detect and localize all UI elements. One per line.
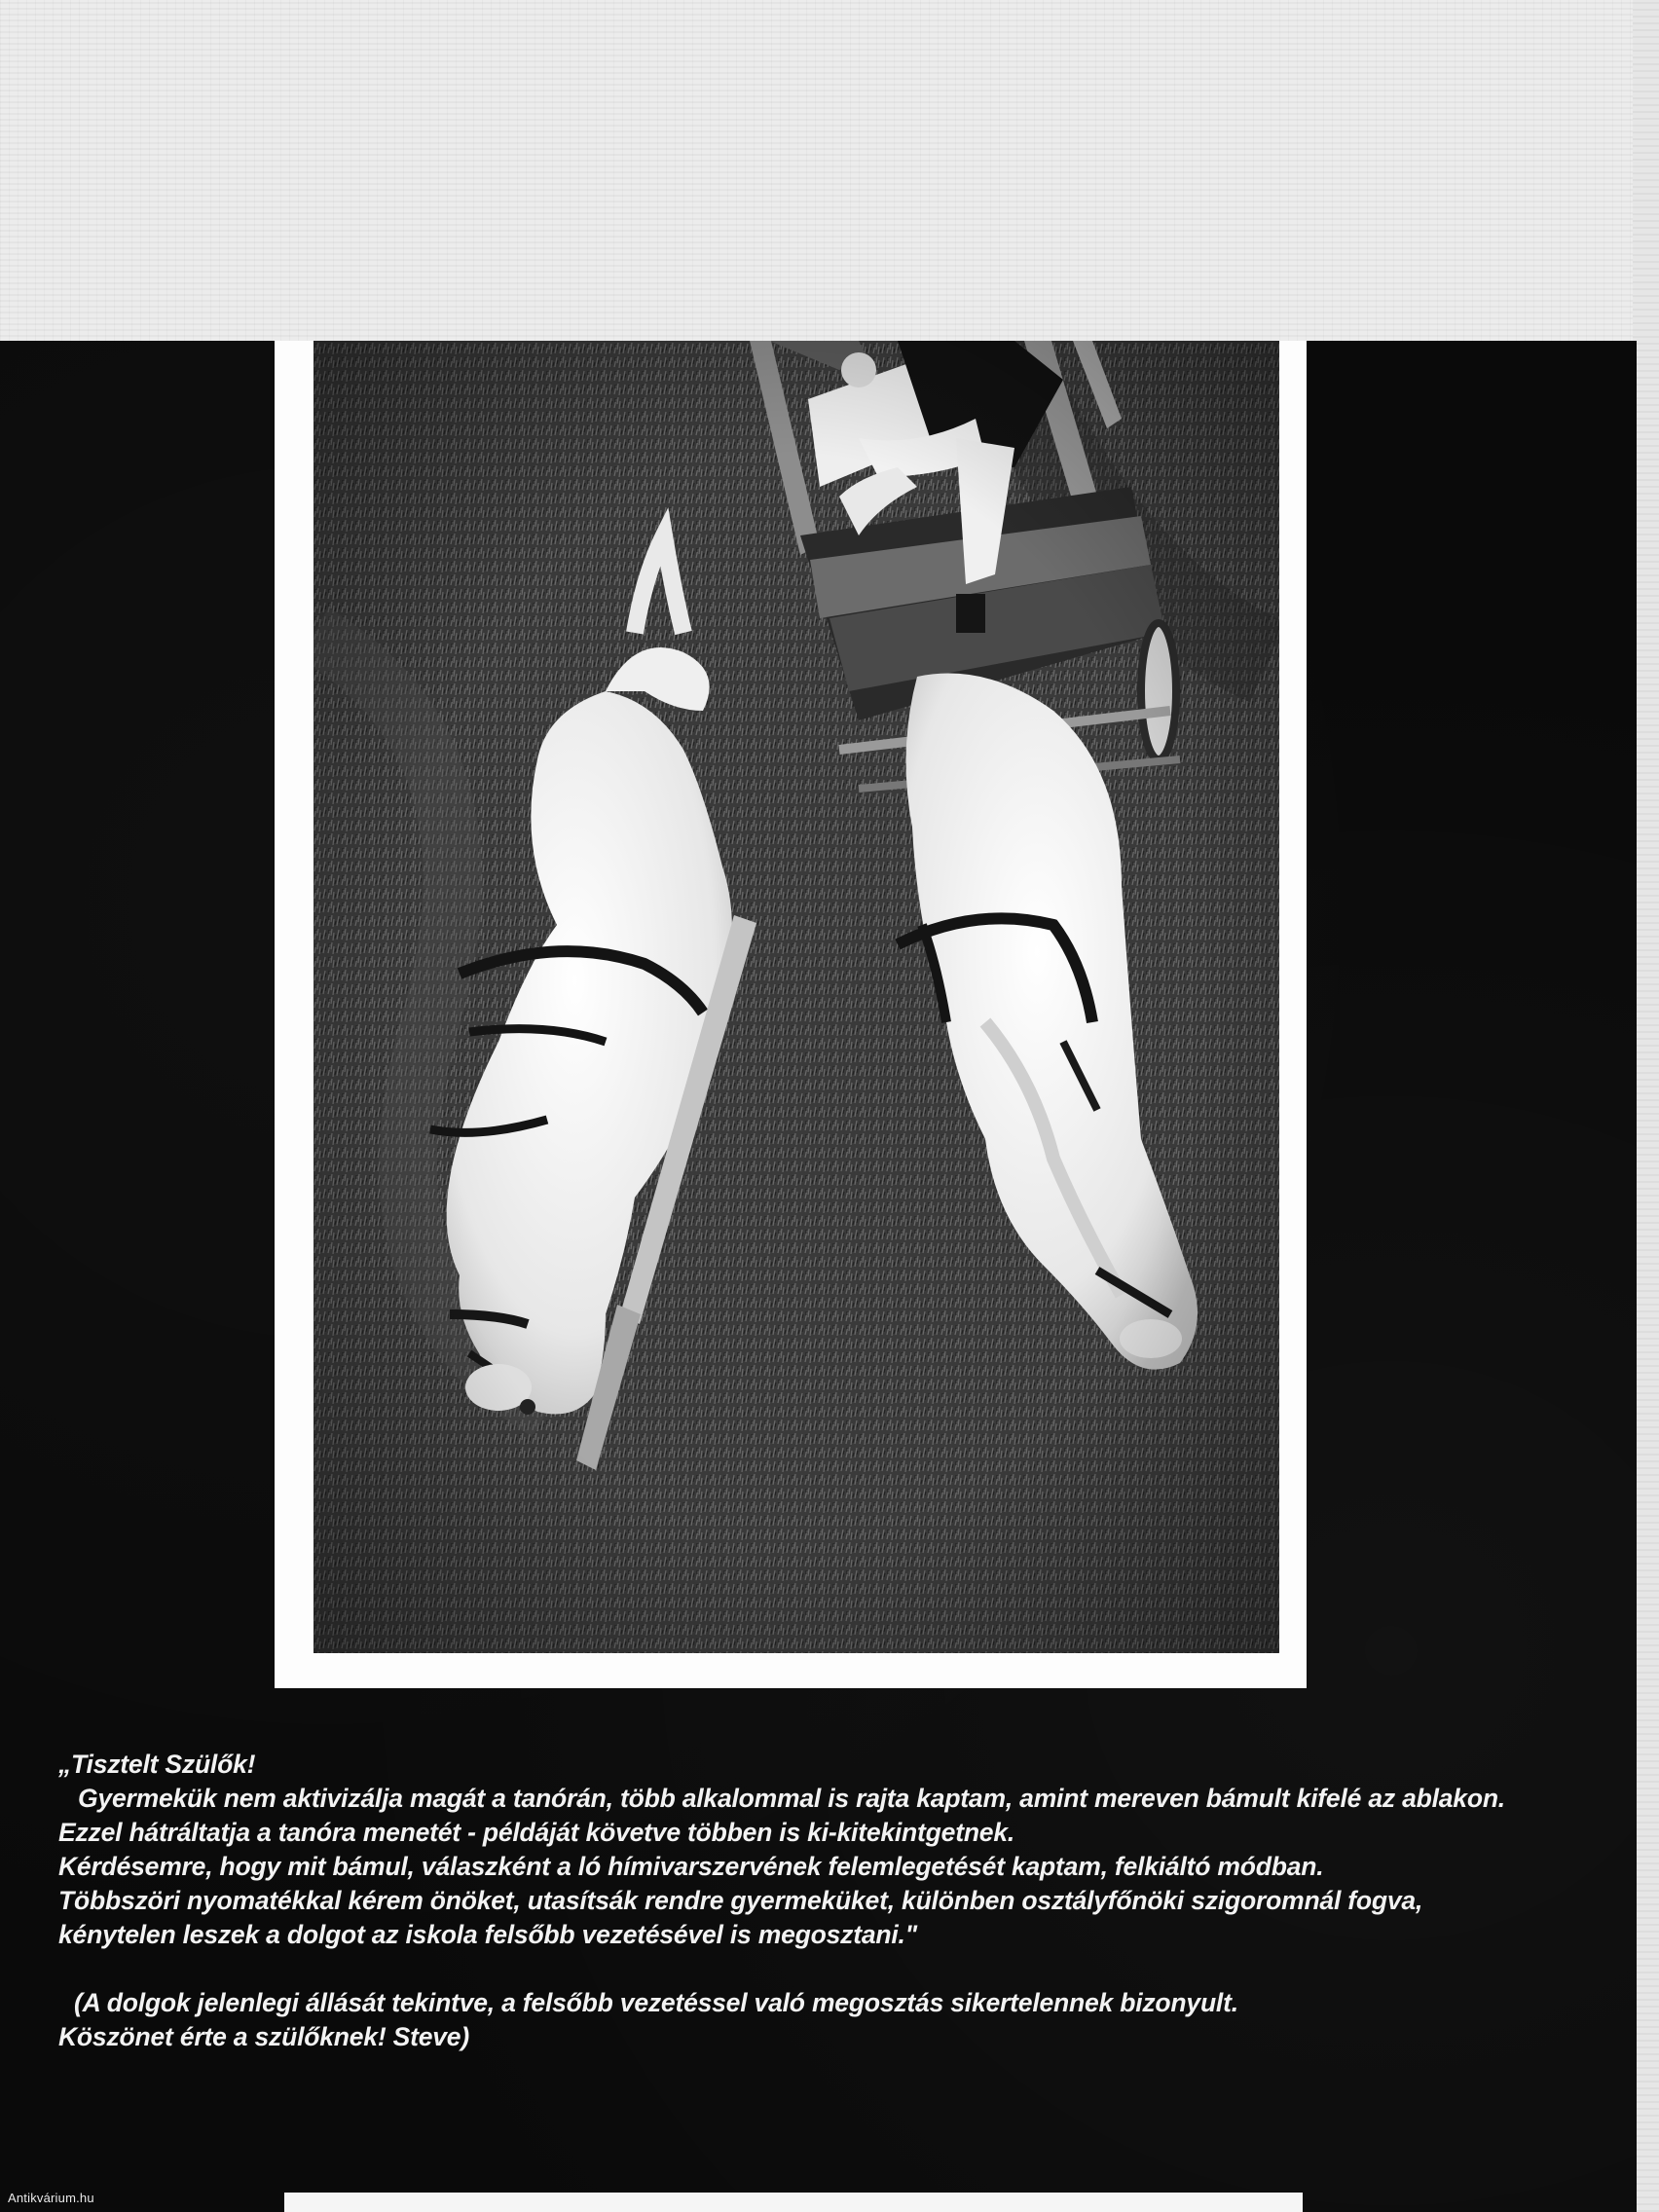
letter-spacer: [58, 1952, 1577, 1986]
letter-note-line: (A dolgok jelenlegi állását tekintve, a felsőbb vezetéssel való megosztás sikertelennek bizonyult.: [74, 1988, 1238, 2017]
letter-line: Kérdésemre, hogy mit bámul, válaszként a ló hímivarszervének felemlegetését kaptam, felkiáltó módban.: [58, 1852, 1324, 1881]
letter-salutation: „Tisztelt Szülők!: [58, 1750, 256, 1779]
letter-line: Ezzel hátráltatja a tanóra menetét - példáját követve többen is ki-kitekintgetnek.: [58, 1818, 1015, 1847]
letter-note-line: Köszönet érte a szülőknek! Steve): [58, 2022, 469, 2051]
paper-background-top: [0, 0, 1659, 343]
watermark-text: Antikvárium.hu: [8, 2191, 94, 2205]
letter-line: kénytelen leszek a dolgot az iskola felsőbb vezetésével is megosztani.": [58, 1920, 918, 1949]
letter-line: Gyermekük nem aktivizálja magát a tanórán, több alkalommal is rajta kaptam, amint mereven bámult kifelé az ablakon.: [78, 1784, 1505, 1813]
paper-background-right: [1633, 0, 1659, 2212]
next-photo-frame-edge: [284, 2193, 1303, 2212]
parents-letter: [58, 1748, 1577, 2054]
letter-line: Többszöri nyomatékkal kérem önöket, utasítsák rendre gyermeküket, különben osztályfőnöki szigoromnál fogva,: [58, 1886, 1423, 1915]
horses-cart-photo: [313, 341, 1279, 1653]
